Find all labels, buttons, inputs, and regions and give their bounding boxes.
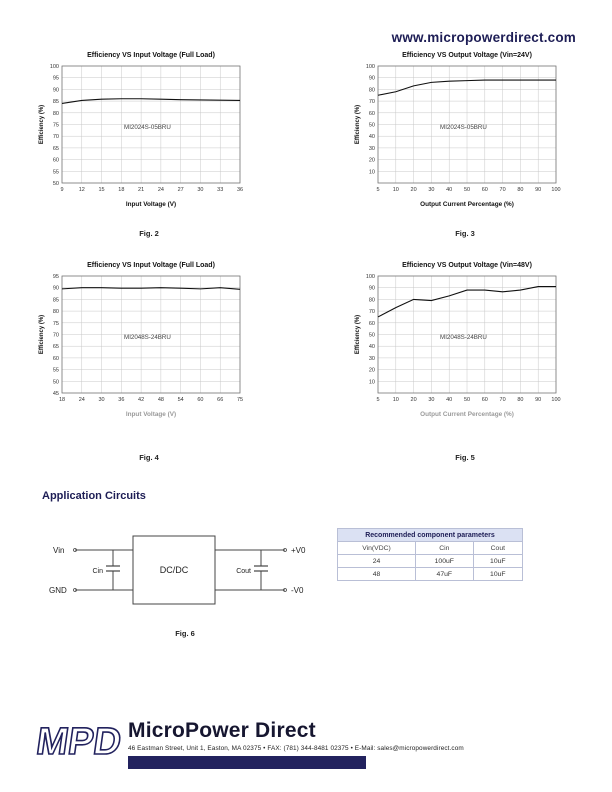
chart-fig3 (352, 52, 564, 238)
svg-text:Efficiency (%): Efficiency (%) (355, 314, 361, 355)
svg-text:60: 60 (481, 187, 488, 193)
svg-text:100: 100 (365, 274, 375, 280)
circuit-caption: Fig. 6 (175, 629, 195, 638)
svg-text:Output Current Percentage (%): Output Current Percentage (%) (420, 201, 514, 208)
svg-text:48: 48 (157, 397, 164, 403)
chart-fig2 (36, 52, 248, 238)
table-row (338, 568, 523, 581)
svg-text:70: 70 (368, 99, 375, 106)
svg-text:70: 70 (368, 309, 375, 316)
footer (30, 718, 582, 769)
svg-text:55: 55 (52, 169, 59, 176)
chart-caption: Fig. 5 (455, 453, 475, 462)
svg-text:20: 20 (410, 397, 417, 403)
svg-text:60: 60 (197, 397, 204, 403)
svg-text:50: 50 (52, 181, 59, 187)
svg-text:50: 50 (52, 379, 59, 386)
svg-text:10: 10 (392, 397, 399, 403)
svg-text:10: 10 (392, 187, 399, 193)
footer-text-block (128, 718, 464, 769)
address-line: 46 Eastman Street, Unit 1, Easton, MA 02375 • FAX: (781) 344-8481 02375 • E-Mail: sales@micropowerdirect.com (128, 745, 464, 753)
svg-text:30: 30 (98, 397, 105, 403)
svg-text:45: 45 (52, 391, 59, 397)
svg-text:Efficiency (%): Efficiency (%) (39, 104, 45, 145)
vout-neg-label: -V0 (291, 586, 304, 595)
svg-text:27: 27 (177, 187, 184, 193)
svg-text:65: 65 (52, 344, 59, 351)
svg-text:100: 100 (551, 397, 561, 403)
svg-text:80: 80 (517, 397, 524, 403)
chart-plot (352, 61, 564, 214)
svg-text:9: 9 (60, 187, 64, 193)
svg-text:42: 42 (138, 397, 145, 403)
svg-text:12: 12 (78, 187, 85, 193)
svg-text:36: 36 (118, 397, 125, 403)
vin-label: Vin (53, 546, 65, 555)
col-header-cin: Cin (416, 542, 474, 555)
svg-text:MI2024S-05BRU: MI2024S-05BRU (124, 124, 171, 132)
mpd-logo (30, 718, 124, 764)
cell-cout: 10uF (473, 568, 522, 581)
svg-text:55: 55 (52, 367, 59, 374)
cell-cin: 47uF (416, 568, 474, 581)
cout-label: Cout (236, 568, 251, 575)
brand-name: MicroPower Direct (128, 719, 316, 742)
svg-text:60: 60 (52, 157, 59, 164)
svg-text:80: 80 (517, 187, 524, 193)
svg-text:60: 60 (481, 397, 488, 403)
svg-text:85: 85 (52, 99, 59, 106)
footer-navy-bar (128, 756, 366, 769)
svg-text:60: 60 (368, 110, 375, 117)
svg-text:5: 5 (376, 187, 380, 193)
svg-text:Input Voltage (V): Input Voltage (V) (125, 411, 177, 418)
svg-text:20: 20 (368, 367, 375, 374)
svg-text:24: 24 (157, 187, 164, 193)
cell-cout: 10uF (473, 555, 522, 568)
chart-caption: Fig. 3 (455, 229, 475, 238)
svg-text:70: 70 (52, 332, 59, 339)
svg-text:100: 100 (551, 187, 561, 193)
svg-text:MI2024S-05BRU: MI2024S-05BRU (440, 124, 487, 132)
chart-title: Efficiency VS Input Voltage (Full Load) (87, 52, 215, 59)
svg-text:MI2048S-24BRU: MI2048S-24BRU (124, 334, 171, 342)
svg-text:80: 80 (368, 297, 375, 304)
chart-title: Efficiency VS Input Voltage (Full Load) (87, 262, 215, 269)
chart-title: Efficiency VS Output Voltage (Vin=48V) (402, 262, 532, 269)
svg-text:33: 33 (217, 187, 224, 193)
svg-text:80: 80 (52, 110, 59, 117)
circuit-diagram (45, 528, 325, 614)
chart-plot (36, 271, 248, 424)
chart-caption: Fig. 2 (139, 229, 159, 238)
svg-text:Output Current Percentage (%): Output Current Percentage (%) (420, 411, 514, 418)
svg-text:Input Voltage (V): Input Voltage (V) (125, 201, 177, 208)
svg-text:5: 5 (376, 397, 380, 403)
svg-text:70: 70 (499, 397, 506, 403)
svg-text:60: 60 (52, 355, 59, 362)
svg-text:Efficiency (%): Efficiency (%) (39, 314, 45, 355)
cell-vin: 24 (338, 555, 416, 568)
svg-text:40: 40 (368, 134, 375, 141)
col-header-cout: Cout (473, 542, 522, 555)
svg-text:75: 75 (236, 397, 244, 403)
svg-text:10: 10 (368, 169, 375, 176)
mpd-logo-icon (30, 718, 124, 764)
svg-text:90: 90 (535, 187, 542, 193)
chart-caption: Fig. 4 (139, 453, 159, 462)
svg-text:30: 30 (368, 355, 375, 362)
table-header-row (338, 542, 523, 555)
svg-text:10: 10 (368, 379, 375, 386)
svg-text:90: 90 (535, 397, 542, 403)
svg-text:40: 40 (446, 187, 453, 193)
svg-text:75: 75 (52, 320, 59, 327)
svg-text:90: 90 (368, 75, 375, 82)
svg-text:30: 30 (197, 187, 204, 193)
svg-text:40: 40 (368, 344, 375, 351)
svg-text:66: 66 (217, 397, 224, 403)
vout-pos-label: +V0 (291, 546, 306, 555)
chart-plot (36, 61, 248, 214)
svg-text:Efficiency (%): Efficiency (%) (355, 104, 361, 145)
svg-text:36: 36 (236, 187, 244, 193)
cell-cin: 100uF (416, 555, 474, 568)
cin-label: Cin (92, 568, 103, 575)
svg-text:65: 65 (52, 145, 59, 152)
gnd-label: GND (49, 586, 67, 595)
svg-text:30: 30 (368, 145, 375, 152)
svg-text:24: 24 (78, 397, 85, 403)
svg-text:70: 70 (52, 134, 59, 141)
chart-fig4 (36, 262, 248, 462)
svg-text:20: 20 (410, 187, 417, 193)
svg-text:18: 18 (58, 397, 66, 403)
svg-text:MI2048S-24BRU: MI2048S-24BRU (440, 334, 487, 342)
svg-text:18: 18 (118, 187, 125, 193)
svg-text:MPD: MPD (33, 720, 124, 763)
svg-text:50: 50 (368, 332, 375, 339)
svg-text:60: 60 (368, 320, 375, 327)
svg-text:90: 90 (52, 87, 59, 94)
svg-text:100: 100 (365, 64, 375, 70)
svg-text:30: 30 (428, 187, 435, 193)
svg-text:50: 50 (368, 122, 375, 129)
svg-text:30: 30 (428, 397, 435, 403)
component-parameters-table (337, 528, 523, 581)
svg-text:70: 70 (499, 187, 506, 193)
svg-text:90: 90 (52, 285, 59, 292)
svg-text:40: 40 (446, 397, 453, 403)
svg-text:80: 80 (52, 309, 59, 316)
svg-text:50: 50 (463, 397, 471, 403)
application-circuits-heading: Application Circuits (42, 490, 146, 502)
svg-text:80: 80 (368, 87, 375, 94)
svg-text:20: 20 (368, 157, 375, 164)
dcdc-block-label: DC/DC (159, 565, 189, 575)
table-title: Recommended component parameters (338, 529, 523, 542)
svg-text:21: 21 (138, 187, 145, 193)
svg-text:15: 15 (98, 187, 105, 193)
svg-text:50: 50 (463, 187, 471, 193)
chart-plot (352, 271, 564, 424)
svg-text:54: 54 (177, 397, 184, 403)
chart-fig5 (352, 262, 564, 462)
chart-title: Efficiency VS Output Voltage (Vin=24V) (402, 52, 532, 59)
table-row (338, 555, 523, 568)
svg-text:85: 85 (52, 297, 59, 304)
cell-vin: 48 (338, 568, 416, 581)
svg-text:75: 75 (52, 122, 59, 129)
application-circuit-fig6 (45, 528, 325, 638)
svg-text:100: 100 (49, 64, 59, 70)
svg-text:90: 90 (368, 285, 375, 292)
svg-text:95: 95 (52, 274, 59, 280)
website-link[interactable]: www.micropowerdirect.com (391, 30, 576, 45)
col-header-vin: Vin(VDC) (338, 542, 416, 555)
svg-text:95: 95 (52, 75, 59, 82)
